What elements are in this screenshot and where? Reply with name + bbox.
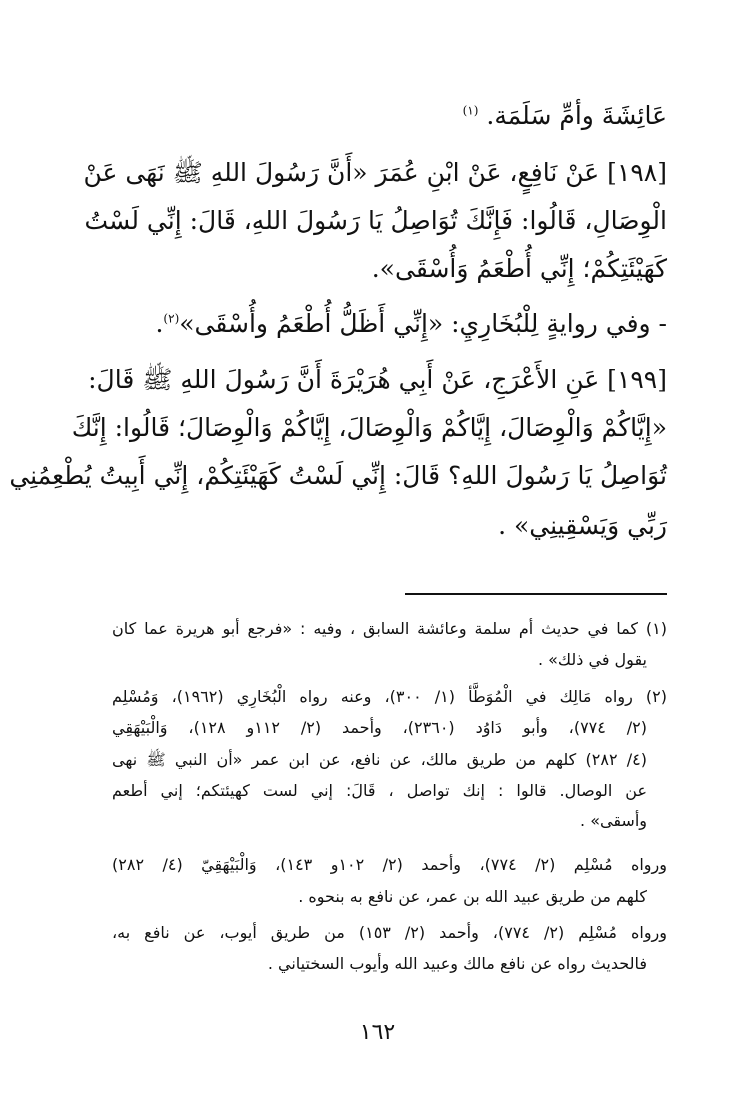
main-text-line	[463, 96, 667, 136]
hadith-199-line-2: «إِيَّاكُمْ وَالْوِصَالَ، إِيَّاكُمْ وَالْوِصَالَ، إِيَّاكُمْ وَالْوِصَالَ؛ قَالُوا: إِنَّكَ	[71, 413, 667, 442]
hadith-199-line-3: تُوَاصِلُ يَا رَسُولَ اللهِ؟ قَالَ: إِنِّي لَسْتُ كَهَيْئَتِكُمْ، إِنِّي أَبِيتُ يُطْعِمُنِي	[9, 461, 667, 490]
bukhari-narration-line	[155, 304, 667, 344]
footnote-1-line-1: (١) كما في حديث أم سلمة وعائشة السابق ، وفيه : «فرجع أبو هريرة عما كان	[112, 619, 667, 638]
hadith-198-line-2: الْوِصَالِ، قَالُوا: فَإِنَّكَ تُوَاصِلُ يَا رَسُولَ اللهِ، قَالَ: إِنِّي لَسْتُ	[84, 206, 667, 235]
footnote-2-line-4: عن الوصال. قالوا : إنك تواصل ، قَالَ: إني لست كهيئتكم؛ إني أطعم	[112, 781, 647, 800]
footnote-2-line-3: (٤/ ٢٨٢) كلهم من طريق مالك، عن نافع، عن ابن عمر «أن النبي ﷺ نهى	[112, 750, 647, 769]
page-number: ١٦٢	[359, 1020, 396, 1045]
footnote-2-line-2: (٢/ ٧٧٤)، وأبو دَاوُد (٢٣٦٠)، وأحمد (٢/ ١١٢و ١٢٨)، وَالْبَيْهَقِي	[112, 718, 647, 737]
hadith-199-line-4: رَبِّي وَيَسْقِينِي» .	[498, 511, 667, 540]
hadith-198-line-1: [١٩٨] عَنْ نَافِعٍ، عَنْ ابْنِ عُمَرَ «أَنَّ رَسُولَ اللهِ ﷺ نَهَى عَنْ	[83, 158, 667, 187]
footnote-2-line-7: كلهم من طريق عبيد الله بن عمر، عن نافع به بنحوه .	[298, 887, 647, 906]
hadith-198-line-3: كَهَيْئَتِكُمْ؛ إِنِّي أُطْعَمُ وَأُسْقَى».	[371, 254, 667, 283]
footnote-2-line-1: (٢) رواه مَالِك في الْمُوَطَّأ (١/ ٣٠٠)، وعنه رواه الْبُخَارِي (١٩٦٢)، وَمُسْلِم	[112, 687, 667, 706]
footnote-2-line-9: فالحديث رواه عن نافع مالك وعبيد الله وأيوب السختياني .	[267, 954, 647, 973]
footnote-2-line-8: ورواه مُسْلِم (٢/ ٧٧٤)، وأحمد (٢/ ١٥٣) من طريق أيوب، عن نافع به،	[112, 923, 668, 942]
footnote-2-line-6: ورواه مُسْلِم (٢/ ٧٧٤)، وأحمد (٢/ ١٠٢و ١٤٣)، وَالْبَيْهَقِيّ (٤/ ٢٨٢)	[112, 855, 667, 874]
footnote-reference: (١)	[462, 103, 479, 118]
main-text-fragment: .	[155, 309, 164, 338]
main-text-fragment: عَائِشَةَ وأمِّ سَلَمَة.	[486, 101, 667, 130]
footnote-reference: (٢)	[163, 311, 180, 326]
hadith-199-line-1: [١٩٩] عَنِ الأَعْرَجِ، عَنْ أَبِي هُرَيْرَةَ أَنَّ رَسُولَ اللهِ ﷺ قَالَ:	[88, 365, 667, 394]
footnote-separator	[405, 593, 667, 595]
footnote-2-line-5: وأسقى» .	[580, 811, 647, 830]
footnote-1-line-2: يقول في ذلك» .	[537, 650, 647, 669]
main-text-fragment: - وفي روايةٍ لِلْبُخَارِيِ: «إِنِّي أَظَلُّ أُطْعَمُ وأُسْقَى»	[179, 309, 667, 338]
